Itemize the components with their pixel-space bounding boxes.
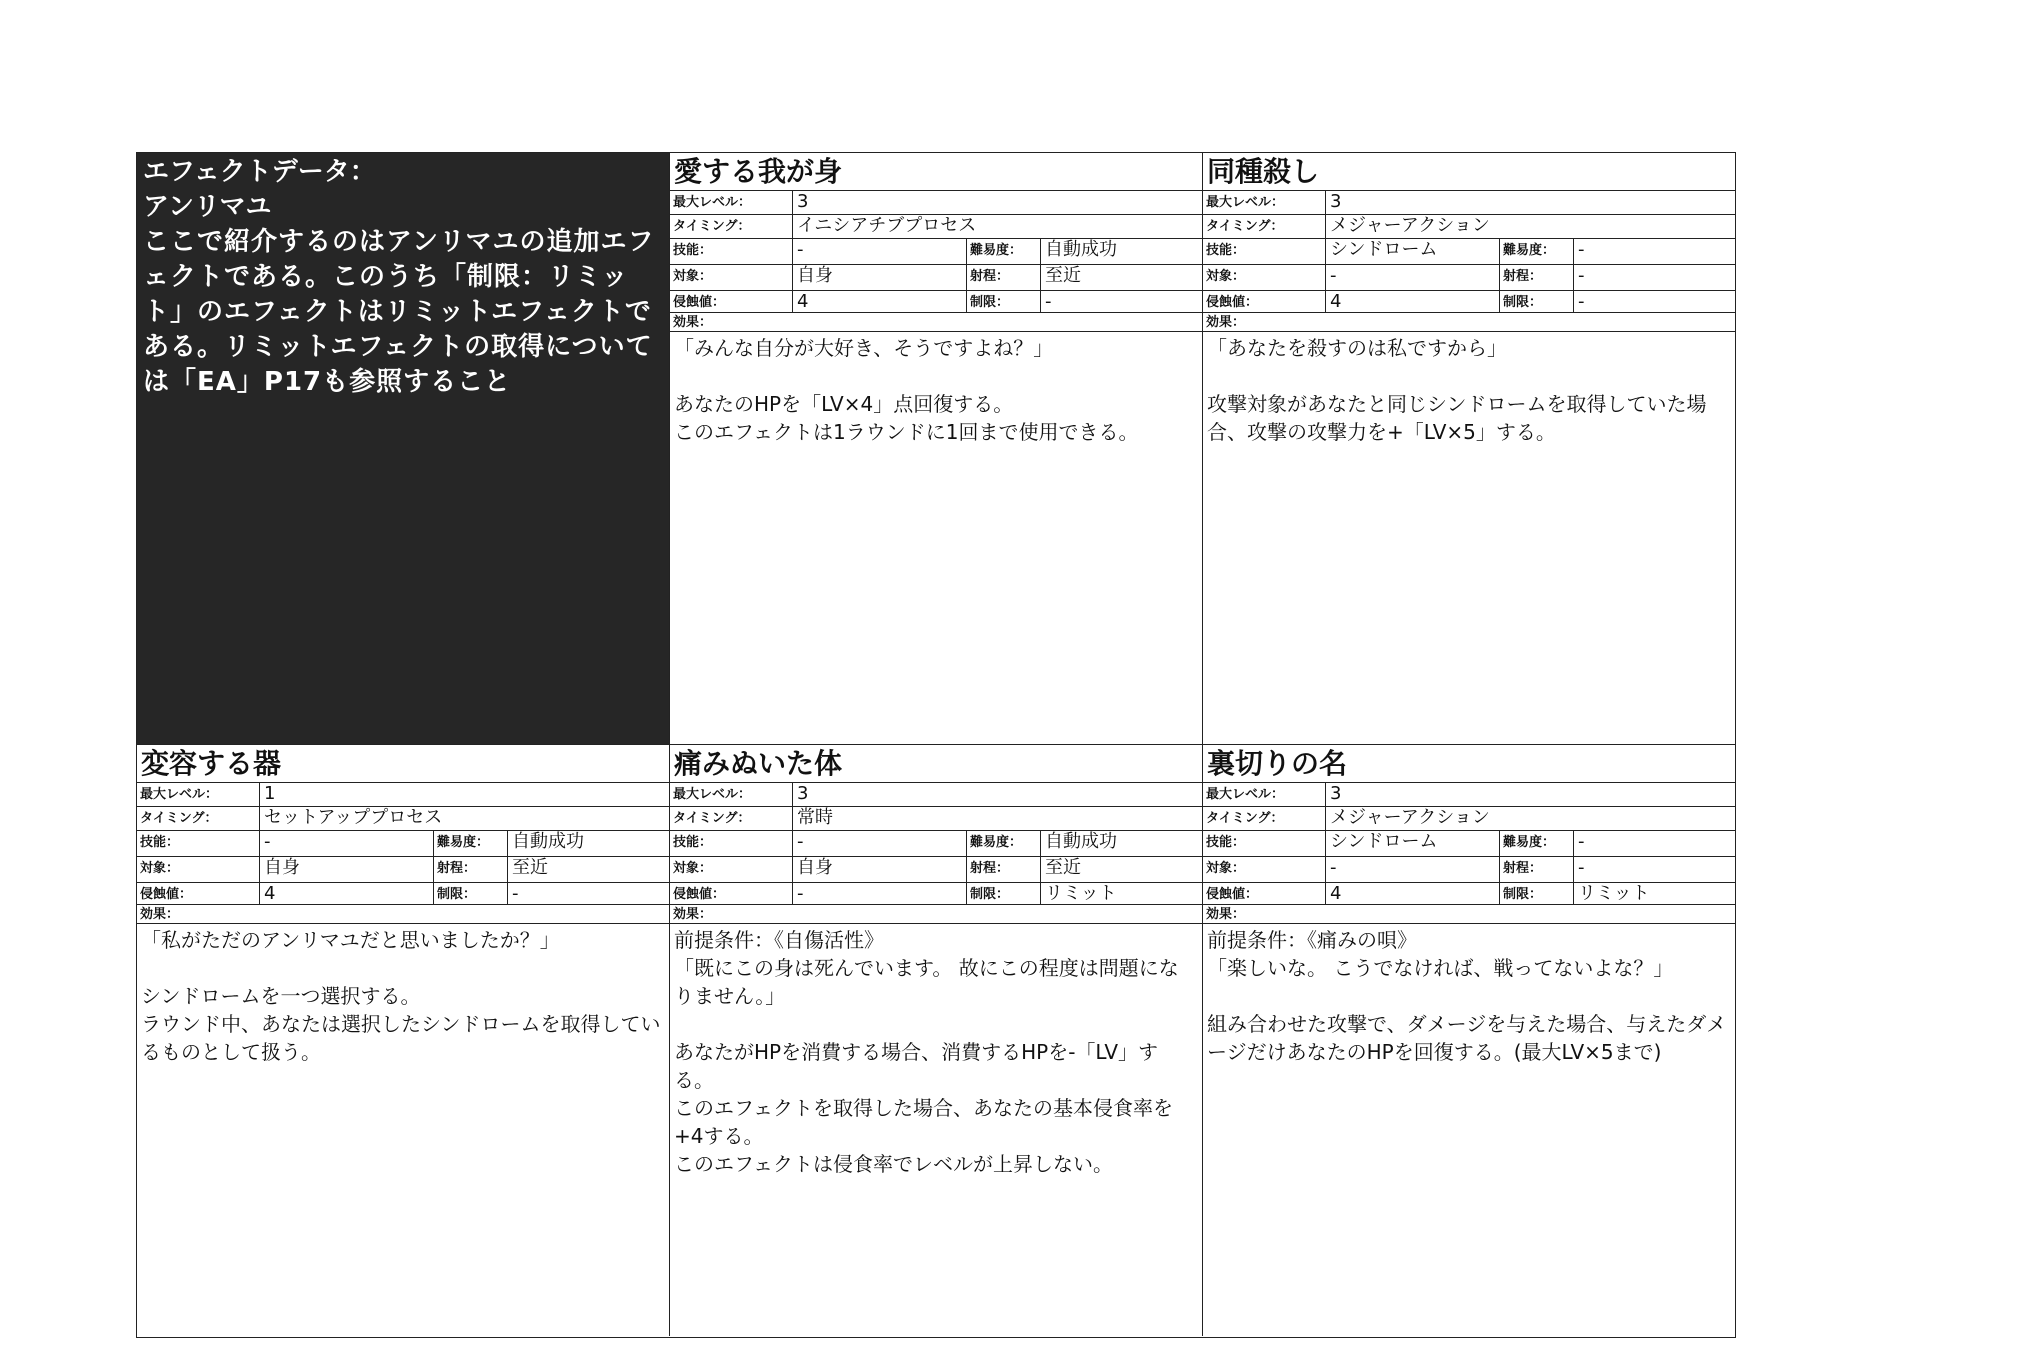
erosion-label: 侵蝕値： — [673, 295, 726, 310]
timing-label: タイミング： — [673, 811, 751, 826]
range-value: - — [1573, 265, 1735, 290]
difficulty-label: 難易度： — [1499, 239, 1573, 264]
max-level-value: 3 — [792, 783, 1202, 806]
skill-row — [1203, 239, 1735, 265]
max-level-label: 最大レベル： — [1206, 195, 1285, 210]
max-level-value: 3 — [1325, 783, 1735, 806]
max-level-label: 最大レベル： — [140, 787, 219, 802]
effect-card — [1203, 745, 1735, 1336]
target-label: 対象： — [1206, 861, 1246, 876]
erosion-row — [670, 291, 1202, 313]
difficulty-value: 自動成功 — [1040, 239, 1202, 264]
description-line: 前提条件：《自傷活性》 — [674, 928, 884, 952]
description-line: あなたがHPを消費する場合、消費するHPを-「LV」する。 — [674, 1040, 1159, 1092]
difficulty-label: 難易度： — [966, 239, 1040, 264]
erosion-value: 4 — [1325, 291, 1499, 312]
effect-card — [1203, 153, 1735, 745]
description-line: このエフェクトを取得した場合、あなたの基本侵食率を+4する。 — [674, 1096, 1173, 1148]
skill-label: 技能： — [673, 835, 713, 850]
skill-row — [137, 831, 669, 857]
limit-label: 制限： — [966, 291, 1040, 312]
description-line: 「みんな自分が大好き、そうですよね？」 — [674, 336, 1054, 360]
timing-value: メジャーアクション — [1325, 215, 1735, 238]
effect-label: 効果： — [670, 313, 1202, 332]
difficulty-label: 難易度： — [433, 831, 507, 856]
skill-label: 技能： — [140, 835, 180, 850]
effect-data-sheet — [136, 152, 1736, 1338]
erosion-value: 4 — [1325, 883, 1499, 904]
erosion-label: 侵蝕値： — [673, 887, 726, 902]
effect-title: 愛する我が身 — [670, 153, 1202, 191]
range-value: 至近 — [1040, 857, 1202, 882]
limit-value: - — [1040, 291, 1202, 312]
target-row — [670, 265, 1202, 291]
limit-label: 制限： — [1499, 883, 1573, 904]
description-line: 「私がただのアンリマユだと思いましたか？」 — [141, 928, 560, 952]
range-label: 射程： — [1499, 857, 1573, 882]
limit-value: リミット — [1040, 883, 1202, 904]
range-label: 射程： — [433, 857, 507, 882]
difficulty-value: 自動成功 — [1040, 831, 1202, 856]
effect-label: 効果： — [670, 905, 1202, 924]
max-level-value: 3 — [1325, 191, 1735, 214]
erosion-label: 侵蝕値： — [140, 887, 193, 902]
description-line — [674, 1010, 1198, 1038]
limit-label: 制限： — [966, 883, 1040, 904]
effect-title: 痛みぬいた体 — [670, 745, 1202, 783]
effect-description — [137, 924, 669, 1068]
limit-value: リミット — [1573, 883, 1735, 904]
effect-description — [670, 924, 1202, 1180]
skill-label: 技能： — [1206, 835, 1246, 850]
erosion-label: 侵蝕値： — [1206, 887, 1259, 902]
skill-value: - — [792, 831, 966, 856]
effect-card — [670, 745, 1203, 1336]
max-level-value: 1 — [259, 783, 669, 806]
timing-label: タイミング： — [1206, 219, 1284, 234]
difficulty-value: - — [1573, 831, 1735, 856]
max-level-label: 最大レベル： — [673, 195, 752, 210]
skill-label: 技能： — [673, 243, 713, 258]
range-label: 射程： — [1499, 265, 1573, 290]
skill-row — [670, 831, 1202, 857]
target-value: 自身 — [259, 857, 433, 882]
effect-card — [137, 745, 670, 1336]
effect-description — [670, 332, 1202, 448]
intro-body: ここで紹介するのはアンリマユの追加エフェクトである。このうち「制限：リミット」のエフェクトはリミットエフェクトである。リミットエフェクトの取得については「EA」P17も参照すること — [143, 227, 655, 397]
max-level-label: 最大レベル： — [673, 787, 752, 802]
effect-label: 効果： — [137, 905, 669, 924]
skill-row — [1203, 831, 1735, 857]
range-label: 射程： — [966, 265, 1040, 290]
description-line: 「あなたを殺すのは私ですから」 — [1207, 336, 1507, 360]
difficulty-value: 自動成功 — [507, 831, 669, 856]
timing-value: セットアッププロセス — [259, 807, 669, 830]
target-value: 自身 — [792, 857, 966, 882]
max-level-label: 最大レベル： — [1206, 787, 1285, 802]
description-line: このエフェクトは1ラウンドに1回まで使用できる。 — [674, 420, 1139, 444]
skill-value: シンドローム — [1325, 239, 1499, 264]
intro-subject: アンリマユ — [143, 192, 272, 222]
skill-row — [670, 239, 1202, 265]
description-line: このエフェクトは侵食率でレベルが上昇しない。 — [674, 1152, 1113, 1176]
effect-title: 裏切りの名 — [1203, 745, 1735, 783]
target-row — [137, 857, 669, 883]
range-value: 至近 — [1040, 265, 1202, 290]
target-label: 対象： — [673, 861, 713, 876]
description-line: 前提条件：《痛みの唄》 — [1207, 928, 1417, 952]
skill-label: 技能： — [1206, 243, 1246, 258]
range-value: 至近 — [507, 857, 669, 882]
intro-heading: エフェクトデータ： — [143, 157, 376, 187]
description-line: あなたのHPを「LV×4」点回復する。 — [674, 392, 1014, 416]
max-level-value: 3 — [792, 191, 1202, 214]
timing-row — [1203, 215, 1735, 239]
erosion-row — [137, 883, 669, 905]
limit-label: 制限： — [1499, 291, 1573, 312]
max-level-row — [670, 783, 1202, 807]
limit-value: - — [507, 883, 669, 904]
limit-label: 制限： — [433, 883, 507, 904]
effect-label: 効果： — [1203, 313, 1735, 332]
target-label: 対象： — [140, 861, 180, 876]
skill-value: シンドローム — [1325, 831, 1499, 856]
difficulty-label: 難易度： — [966, 831, 1040, 856]
target-value: 自身 — [792, 265, 966, 290]
erosion-row — [670, 883, 1202, 905]
timing-label: タイミング： — [140, 811, 218, 826]
description-line — [1207, 362, 1731, 390]
timing-row — [1203, 807, 1735, 831]
range-label: 射程： — [966, 857, 1040, 882]
timing-label: タイミング： — [1206, 811, 1284, 826]
timing-value: イニシアチブプロセス — [792, 215, 1202, 238]
max-level-row — [1203, 191, 1735, 215]
description-line: 組み合わせた攻撃で、ダメージを与えた場合、与えたダメージだけあなたのHPを回復する。(最大LV×5まで) — [1207, 1012, 1727, 1064]
difficulty-value: - — [1573, 239, 1735, 264]
description-line: 攻撃対象があなたと同じシンドロームを取得していた場合、攻撃の攻撃力を+「LV×5」する。 — [1207, 392, 1707, 444]
target-label: 対象： — [1206, 269, 1246, 284]
erosion-value: - — [792, 883, 966, 904]
difficulty-label: 難易度： — [1499, 831, 1573, 856]
timing-row — [670, 807, 1202, 831]
max-level-row — [137, 783, 669, 807]
timing-row — [137, 807, 669, 831]
erosion-row — [1203, 883, 1735, 905]
range-value: - — [1573, 857, 1735, 882]
effect-card — [670, 153, 1203, 745]
limit-value: - — [1573, 291, 1735, 312]
target-label: 対象： — [673, 269, 713, 284]
effect-description — [1203, 332, 1735, 448]
target-value: - — [1325, 857, 1499, 882]
effect-label: 効果： — [1203, 905, 1735, 924]
effect-description — [1203, 924, 1735, 1068]
target-row — [1203, 265, 1735, 291]
timing-row — [670, 215, 1202, 239]
erosion-label: 侵蝕値： — [1206, 295, 1259, 310]
timing-value: 常時 — [792, 807, 1202, 830]
target-value: - — [1325, 265, 1499, 290]
description-line — [674, 362, 1198, 390]
description-line — [1207, 982, 1731, 1010]
max-level-row — [670, 191, 1202, 215]
skill-value: - — [259, 831, 433, 856]
effect-title: 同種殺し — [1203, 153, 1735, 191]
description-line — [141, 954, 665, 982]
erosion-row — [1203, 291, 1735, 313]
erosion-value: 4 — [259, 883, 433, 904]
target-row — [1203, 857, 1735, 883]
target-row — [670, 857, 1202, 883]
description-line: ラウンド中、あなたは選択したシンドロームを取得しているものとして扱う。 — [141, 1012, 661, 1064]
timing-value: メジャーアクション — [1325, 807, 1735, 830]
timing-label: タイミング： — [673, 219, 751, 234]
max-level-row — [1203, 783, 1735, 807]
skill-value: - — [792, 239, 966, 264]
intro-panel — [137, 153, 670, 745]
description-line: 「既にこの身は死んでいます。 故にこの程度は問題になりません。」 — [674, 956, 1179, 1008]
description-line: 「楽しいな。 こうでなければ、戦ってないよな？」 — [1207, 956, 1674, 980]
effect-title: 変容する器 — [137, 745, 669, 783]
description-line: シンドロームを一つ選択する。 — [141, 984, 421, 1008]
erosion-value: 4 — [792, 291, 966, 312]
